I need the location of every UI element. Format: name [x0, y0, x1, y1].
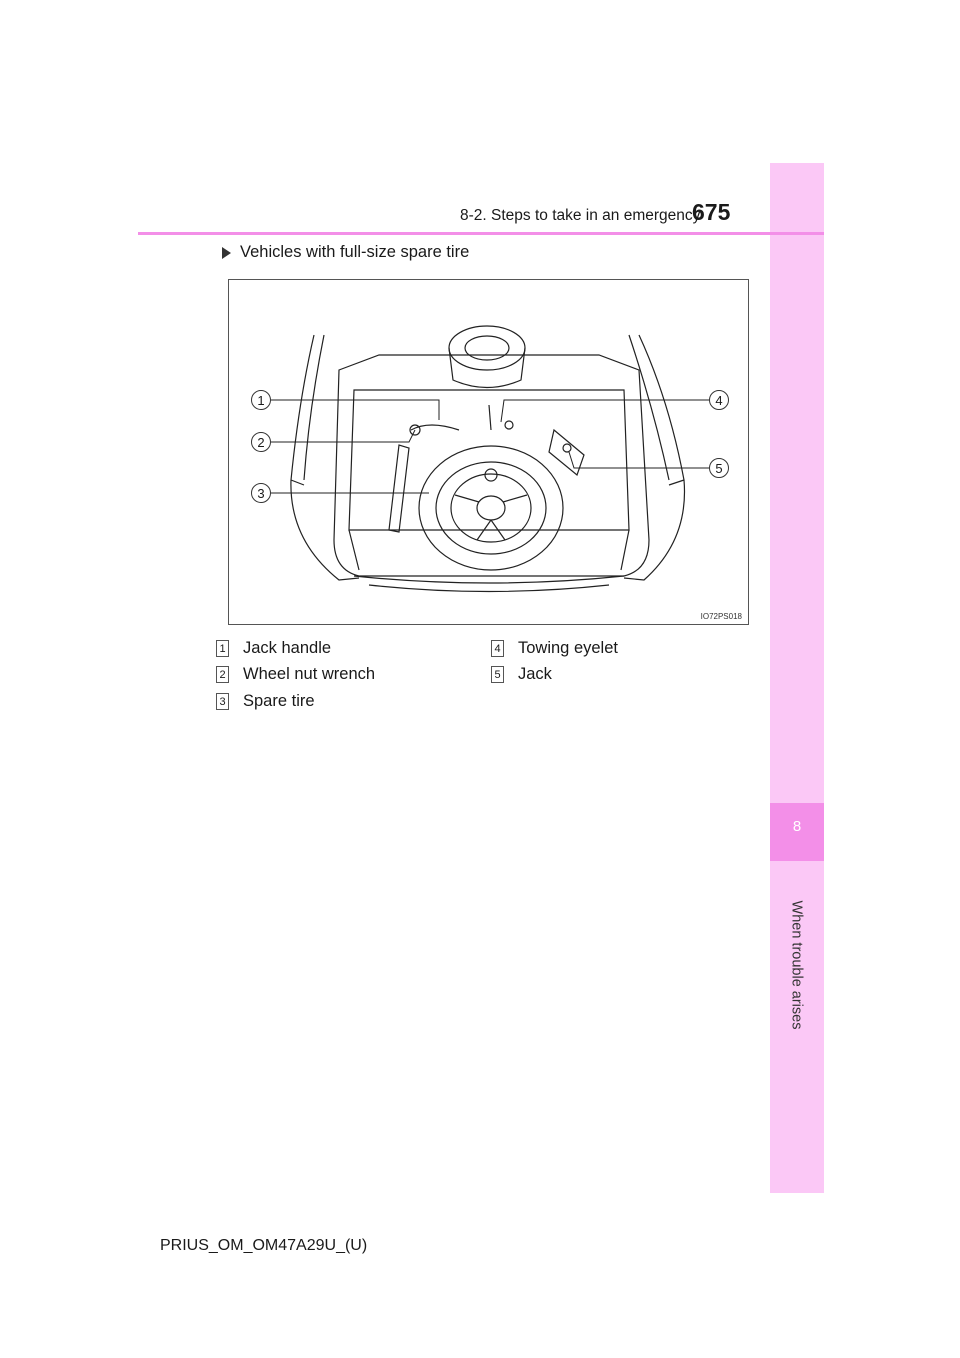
triangle-bullet-icon: [222, 247, 231, 259]
side-tab: [770, 163, 824, 1193]
legend-label: Spare tire: [243, 692, 315, 710]
legend-number: 5: [491, 666, 504, 683]
chapter-title-text: When trouble arises: [788, 900, 805, 1030]
page-number: 675: [692, 199, 731, 225]
legend-item-towing-eyelet: [491, 639, 618, 658]
legend-number: 1: [216, 640, 229, 657]
legend-label: Towing eyelet: [518, 639, 618, 657]
legend-number: 2: [216, 666, 229, 683]
callout-5: 5: [709, 458, 729, 478]
legend-number: 3: [216, 693, 229, 710]
callout-1: 1: [251, 390, 271, 410]
trunk-drawing: [229, 280, 750, 626]
legend-item-jack-handle: [216, 639, 331, 658]
figure-code: IO72PS018: [700, 612, 742, 621]
callout-4: 4: [709, 390, 729, 410]
legend-item-wheel-nut-wrench: [216, 665, 375, 684]
legend-number: 4: [491, 640, 504, 657]
legend-item-spare-tire: [216, 692, 315, 711]
chapter-number: 8: [792, 818, 802, 835]
header-rule: [138, 232, 824, 235]
footer-document-code: PRIUS_OM_OM47A29U_(U): [160, 1237, 368, 1254]
legend-label: Jack: [518, 665, 552, 683]
chapter-title: [766, 900, 826, 1030]
trunk-illustration: [228, 279, 749, 625]
section-title: 8-2. Steps to take in an emergency: [460, 207, 701, 224]
legend-item-jack: [491, 665, 552, 684]
legend-label: Jack handle: [243, 639, 332, 657]
subheading-text: Vehicles with full-size spare tire: [240, 243, 470, 261]
callout-3: 3: [251, 483, 271, 503]
callout-2: 2: [251, 432, 271, 452]
subheading: [222, 243, 469, 262]
legend-label: Wheel nut wrench: [243, 665, 376, 683]
